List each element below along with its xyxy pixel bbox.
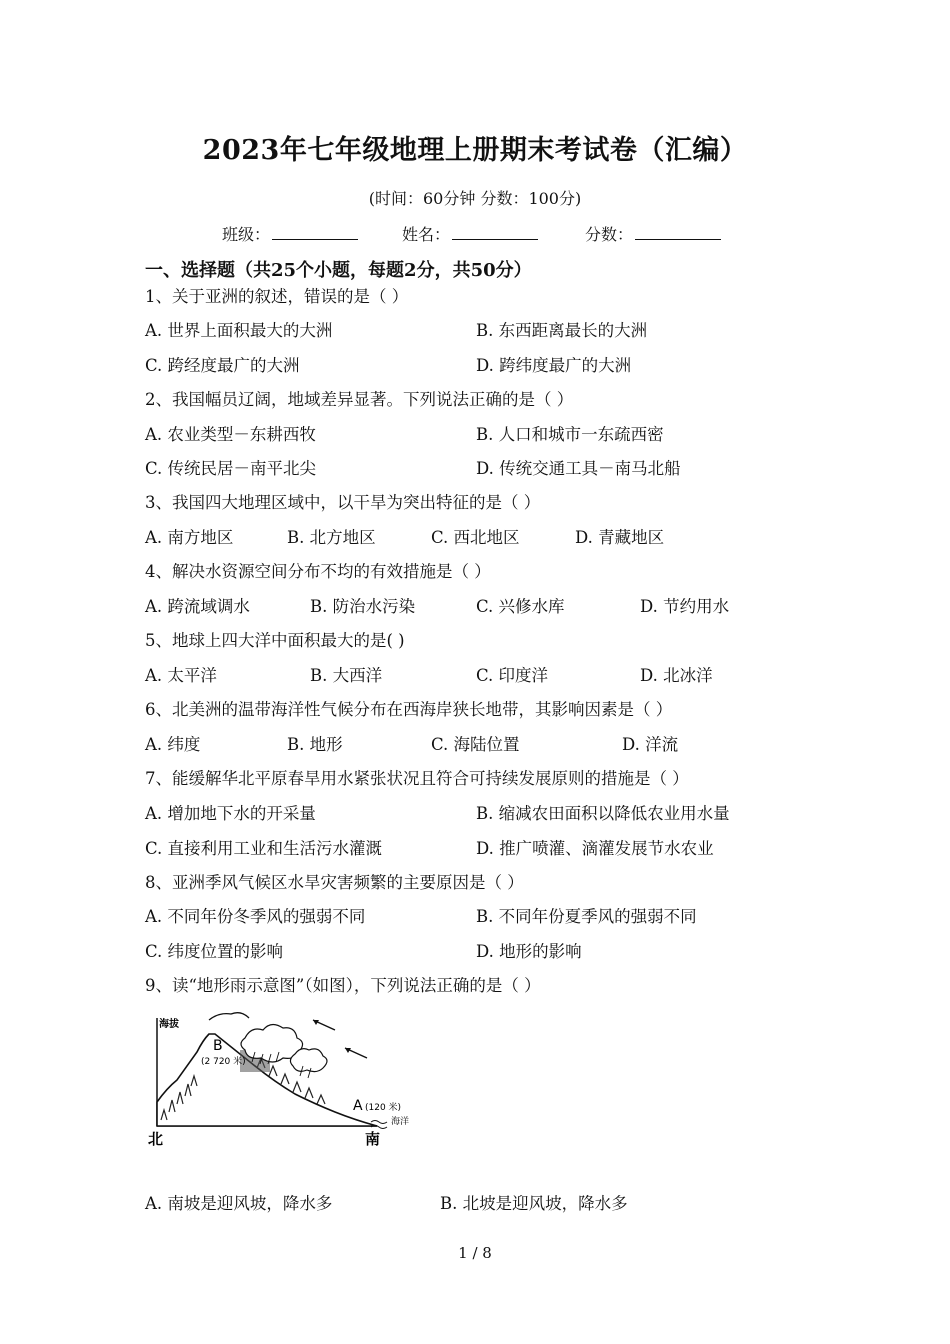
- option: D. 洋流: [622, 735, 679, 754]
- option: B. 北方地区: [287, 528, 376, 547]
- option: C. 海陆位置: [431, 735, 520, 754]
- option: C. 纬度位置的影响: [145, 942, 284, 961]
- question-stem: 2、我国幅员辽阔，地域差异显著。下列说法正确的是（ ）: [145, 390, 574, 409]
- question-stem: 6、北美洲的温带海洋性气候分布在西海岸狭长地带，其影响因素是（ ）: [145, 700, 673, 719]
- option: D. 跨纬度最广的大洲: [476, 356, 632, 375]
- point-a-label: A: [353, 1098, 363, 1114]
- option: C. 跨经度最广的大洲: [145, 356, 300, 375]
- section-heading: 一、选择题（共25个小题，每题2分，共50分）: [145, 260, 532, 281]
- option: A. 跨流域调水: [145, 597, 250, 616]
- option: B. 人口和城市一东疏西密: [476, 425, 664, 444]
- option: B. 北坡是迎风坡，降水多: [440, 1194, 628, 1213]
- option: C. 西北地区: [431, 528, 520, 547]
- north-label: 北: [148, 1130, 164, 1148]
- south-label: 南: [365, 1130, 381, 1148]
- question-stem: 7、能缓解华北平原春旱用水紧张状况且符合可持续发展原则的措施是（ ）: [145, 769, 689, 788]
- option: A. 纬度: [145, 735, 201, 754]
- question-stem: 8、亚洲季风气候区水旱灾害频繁的主要原因是（ ）: [145, 873, 524, 892]
- option: D. 北冰洋: [640, 666, 713, 685]
- question-stem: 9、读“地形雨示意图”（如图），下列说法正确的是（ ）: [145, 976, 541, 995]
- y-axis-label: 海拔: [159, 1019, 179, 1030]
- airflow-arc: [209, 1013, 249, 1020]
- option: D. 传统交通工具－南马北船: [476, 459, 681, 478]
- option: B. 地形: [287, 735, 343, 754]
- option: B. 不同年份夏季风的强弱不同: [476, 907, 697, 926]
- point-b-elevation: (2 720 米): [201, 1057, 246, 1067]
- option: A. 不同年份冬季风的强弱不同: [145, 907, 366, 926]
- page-number: 1 / 8: [458, 1244, 492, 1262]
- name-label: 姓名：: [402, 225, 451, 244]
- option: D. 节约用水: [640, 597, 730, 616]
- question-stem: 5、地球上四大洋中面积最大的是( ): [145, 631, 405, 650]
- question-stem: 1、关于亚洲的叙述，错误的是（ ）: [145, 287, 409, 306]
- question-stem: 3、我国四大地理区域中，以干旱为突出特征的是（ ）: [145, 493, 541, 512]
- sea-label: 海洋: [391, 1117, 410, 1127]
- option: C. 传统民居－南平北尖: [145, 459, 317, 478]
- option: D. 青藏地区: [575, 528, 665, 547]
- option: B. 防治水污染: [310, 597, 416, 616]
- option: C. 直接利用工业和生活污水灌溉: [145, 839, 383, 858]
- option: A. 增加地下水的开采量: [145, 804, 316, 823]
- option: A. 世界上面积最大的大洲: [145, 321, 333, 340]
- option: D. 推广喷灌、滴灌发展节水农业: [476, 839, 714, 858]
- point-a-elevation: (120 米): [365, 1103, 402, 1113]
- question-stem: 4、解决水资源空间分布不均的有效措施是（ ）: [145, 562, 491, 581]
- class-blank[interactable]: [272, 225, 358, 240]
- option: D. 地形的影响: [476, 942, 582, 961]
- option: B. 缩减农田面积以降低农业用水量: [476, 804, 730, 823]
- score-field[interactable]: [585, 222, 721, 245]
- name-field[interactable]: [402, 222, 538, 245]
- score-blank[interactable]: [635, 225, 721, 240]
- exam-info: (时间：60分钟 分数：100分): [368, 189, 582, 208]
- page-title: 2023年七年级地理上册期末考试卷（汇编）: [202, 135, 748, 166]
- score-label: 分数：: [585, 225, 634, 244]
- class-field[interactable]: [222, 222, 358, 245]
- option: B. 大西洋: [310, 666, 383, 685]
- name-blank[interactable]: [452, 225, 538, 240]
- option: A. 南坡是迎风坡，降水多: [145, 1194, 333, 1213]
- point-b-label: B: [213, 1038, 223, 1054]
- option: A. 太平洋: [145, 666, 217, 685]
- option: B. 东西距离最长的大洲: [476, 321, 648, 340]
- option: C. 印度洋: [476, 666, 549, 685]
- cloud-icon: [290, 1049, 327, 1072]
- orographic-rain-figure: [145, 1000, 425, 1150]
- class-label: 班级：: [222, 225, 271, 244]
- option: A. 南方地区: [145, 528, 234, 547]
- option: A. 农业类型－东耕西牧: [145, 425, 316, 444]
- option: C. 兴修水库: [476, 597, 565, 616]
